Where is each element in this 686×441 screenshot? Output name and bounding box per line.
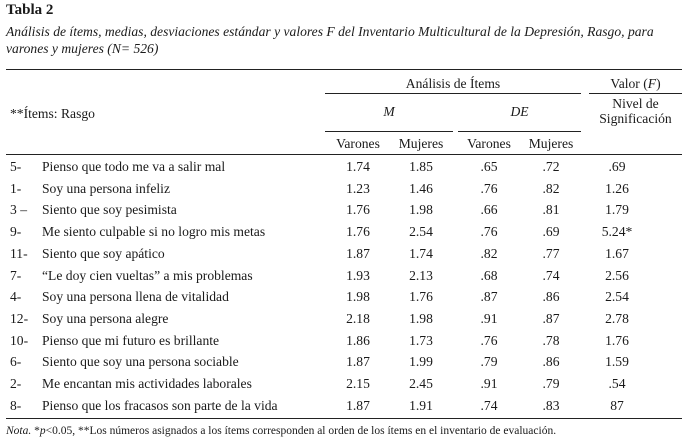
cell-de-men: .91 [480, 376, 498, 391]
cell-text: Pienso que los fracasos son parte de la vida [42, 397, 278, 413]
cell-f: 2.78 [605, 310, 629, 326]
cell-num: 7- [10, 267, 22, 283]
cell-num: 4- [10, 289, 22, 305]
header-sd-men: Varones [467, 136, 511, 151]
cell-m-men: 1.23 [346, 180, 370, 196]
cell-de-men: .79 [480, 354, 498, 370]
cell-f: 2.56 [605, 267, 629, 283]
cell-num: 12- [10, 310, 29, 326]
cell-de-women: .86 [542, 354, 560, 370]
cell-de-men: .91 [480, 310, 498, 326]
header-value-group: Valor (F) [610, 76, 661, 91]
cell-m-women: 2.13 [409, 267, 433, 283]
cell-text: Siento que soy una persona sociable [42, 354, 239, 370]
cell-m-men: 1.93 [346, 267, 370, 283]
cell-num: 6- [10, 354, 22, 370]
cell-f: .69 [608, 159, 626, 174]
header-sd-group: DE [510, 104, 529, 119]
cell-f: 5.24* [601, 224, 633, 240]
cell-de-women: .87 [542, 310, 560, 326]
mean-group-rule [325, 131, 453, 132]
cell-text: Soy una persona llena de vitalidad [42, 289, 229, 305]
cell-num: 1- [10, 180, 22, 196]
header-mean-group: M [383, 104, 395, 119]
cell-m-men: 1.98 [346, 289, 370, 305]
cell-m-women: 2.45 [409, 376, 433, 391]
cell-m-women: 1.74 [409, 245, 433, 261]
cell-f: 1.79 [605, 202, 629, 218]
cell-de-men: .66 [480, 202, 498, 218]
table-note [6, 425, 556, 437]
cell-f: 1.26 [605, 180, 629, 196]
top-rule [6, 69, 682, 70]
cell-m-women: 1.76 [409, 289, 433, 305]
value-group-rule [589, 93, 682, 94]
cell-num: 2- [10, 376, 22, 391]
sd-group-rule [458, 131, 581, 132]
cell-m-women: 2.54 [409, 224, 433, 240]
cell-de-men: .68 [480, 267, 498, 283]
cell-num: 11- [10, 245, 28, 261]
cell-m-men: 1.74 [346, 159, 370, 174]
cell-m-women: 1.98 [409, 202, 433, 218]
cell-num: 8- [10, 397, 22, 413]
note-text: *p<0.05, **Los números asignados a los ítems corresponden al orden de los ítems en el inventario de evaluación. [31, 425, 557, 437]
cell-de-women: .83 [542, 397, 560, 413]
cell-f: .54 [608, 376, 626, 391]
cell-de-women: .74 [542, 267, 560, 283]
cell-m-women: 1.98 [409, 310, 433, 326]
cell-m-men: 1.76 [346, 202, 370, 218]
cell-de-women: .78 [542, 332, 560, 348]
cell-m-men: 1.87 [346, 354, 370, 370]
header-significance: Nivel de Significación [599, 96, 672, 126]
analysis-group-rule [325, 93, 581, 94]
cell-text: “Le doy cien vueltas” a mis problemas [42, 267, 253, 283]
cell-text: Me siento culpable si no logro mis metas [42, 224, 266, 240]
cell-m-men: 2.18 [346, 310, 370, 326]
cell-f: 1.67 [605, 245, 629, 261]
cell-de-men: .76 [480, 332, 498, 348]
cell-f: 1.59 [605, 354, 629, 370]
cell-de-men: .65 [480, 159, 498, 174]
cell-de-men: .82 [480, 245, 498, 261]
cell-de-women: .69 [542, 224, 560, 240]
cell-m-men: 1.86 [346, 332, 370, 348]
cell-de-men: .74 [480, 397, 498, 413]
cell-m-women: 1.85 [409, 159, 433, 174]
cell-m-women: 1.46 [409, 180, 433, 196]
cell-m-women: 1.73 [409, 332, 433, 348]
cell-num: 10- [10, 332, 29, 348]
cell-text: Soy una persona infeliz [42, 180, 170, 196]
header-analysis-group: Análisis de Ítems [405, 76, 501, 91]
cell-m-women: 1.91 [409, 397, 433, 413]
table-caption: Análisis de ítems, medias, desviaciones estándar y valores F del Inventario Multicultural de la Depresión, Rasgo, para varones y mujeres (N= 526) [6, 24, 654, 56]
table-label: Tabla 2 [6, 2, 54, 18]
cell-text: Pienso que todo me va a salir mal [42, 159, 226, 174]
header-mean-women: Mujeres [398, 136, 444, 151]
note-label: Nota. [6, 425, 32, 437]
cell-num: 3 – [10, 202, 27, 218]
cell-de-women: .77 [542, 245, 560, 261]
cell-num: 9- [10, 224, 22, 240]
cell-f: 87 [610, 397, 624, 413]
cell-m-women: 1.99 [409, 354, 433, 370]
cell-m-men: 1.87 [346, 397, 370, 413]
cell-de-men: .76 [480, 224, 498, 240]
cell-text: Me encantan mis actividades laborales [42, 376, 252, 391]
bottom-rule [6, 418, 682, 419]
header-sd-women: Mujeres [528, 136, 574, 151]
cell-num: 5- [10, 159, 22, 174]
cell-f: 1.76 [605, 332, 629, 348]
cell-m-men: 1.76 [346, 224, 370, 240]
header-bottom-rule [6, 154, 682, 155]
header-mean-men: Varones [336, 136, 380, 151]
cell-de-women: .86 [542, 289, 560, 305]
cell-de-women: .82 [542, 180, 560, 196]
cell-text: Siento que soy apático [42, 245, 165, 261]
header-item-column: **Ítems: Rasgo [10, 106, 95, 121]
cell-text: Pienso que mi futuro es brillante [42, 332, 220, 348]
cell-f: 2.54 [605, 289, 629, 305]
cell-m-men: 1.87 [346, 245, 370, 261]
cell-de-men: .87 [480, 289, 498, 305]
cell-de-women: .79 [542, 376, 560, 391]
cell-de-women: .72 [542, 159, 560, 174]
cell-text: Soy una persona alegre [42, 310, 169, 326]
cell-de-women: .81 [542, 202, 560, 218]
cell-m-men: 2.15 [346, 376, 370, 391]
cell-de-men: .76 [480, 180, 498, 196]
cell-text: Siento que soy pesimista [42, 202, 177, 218]
